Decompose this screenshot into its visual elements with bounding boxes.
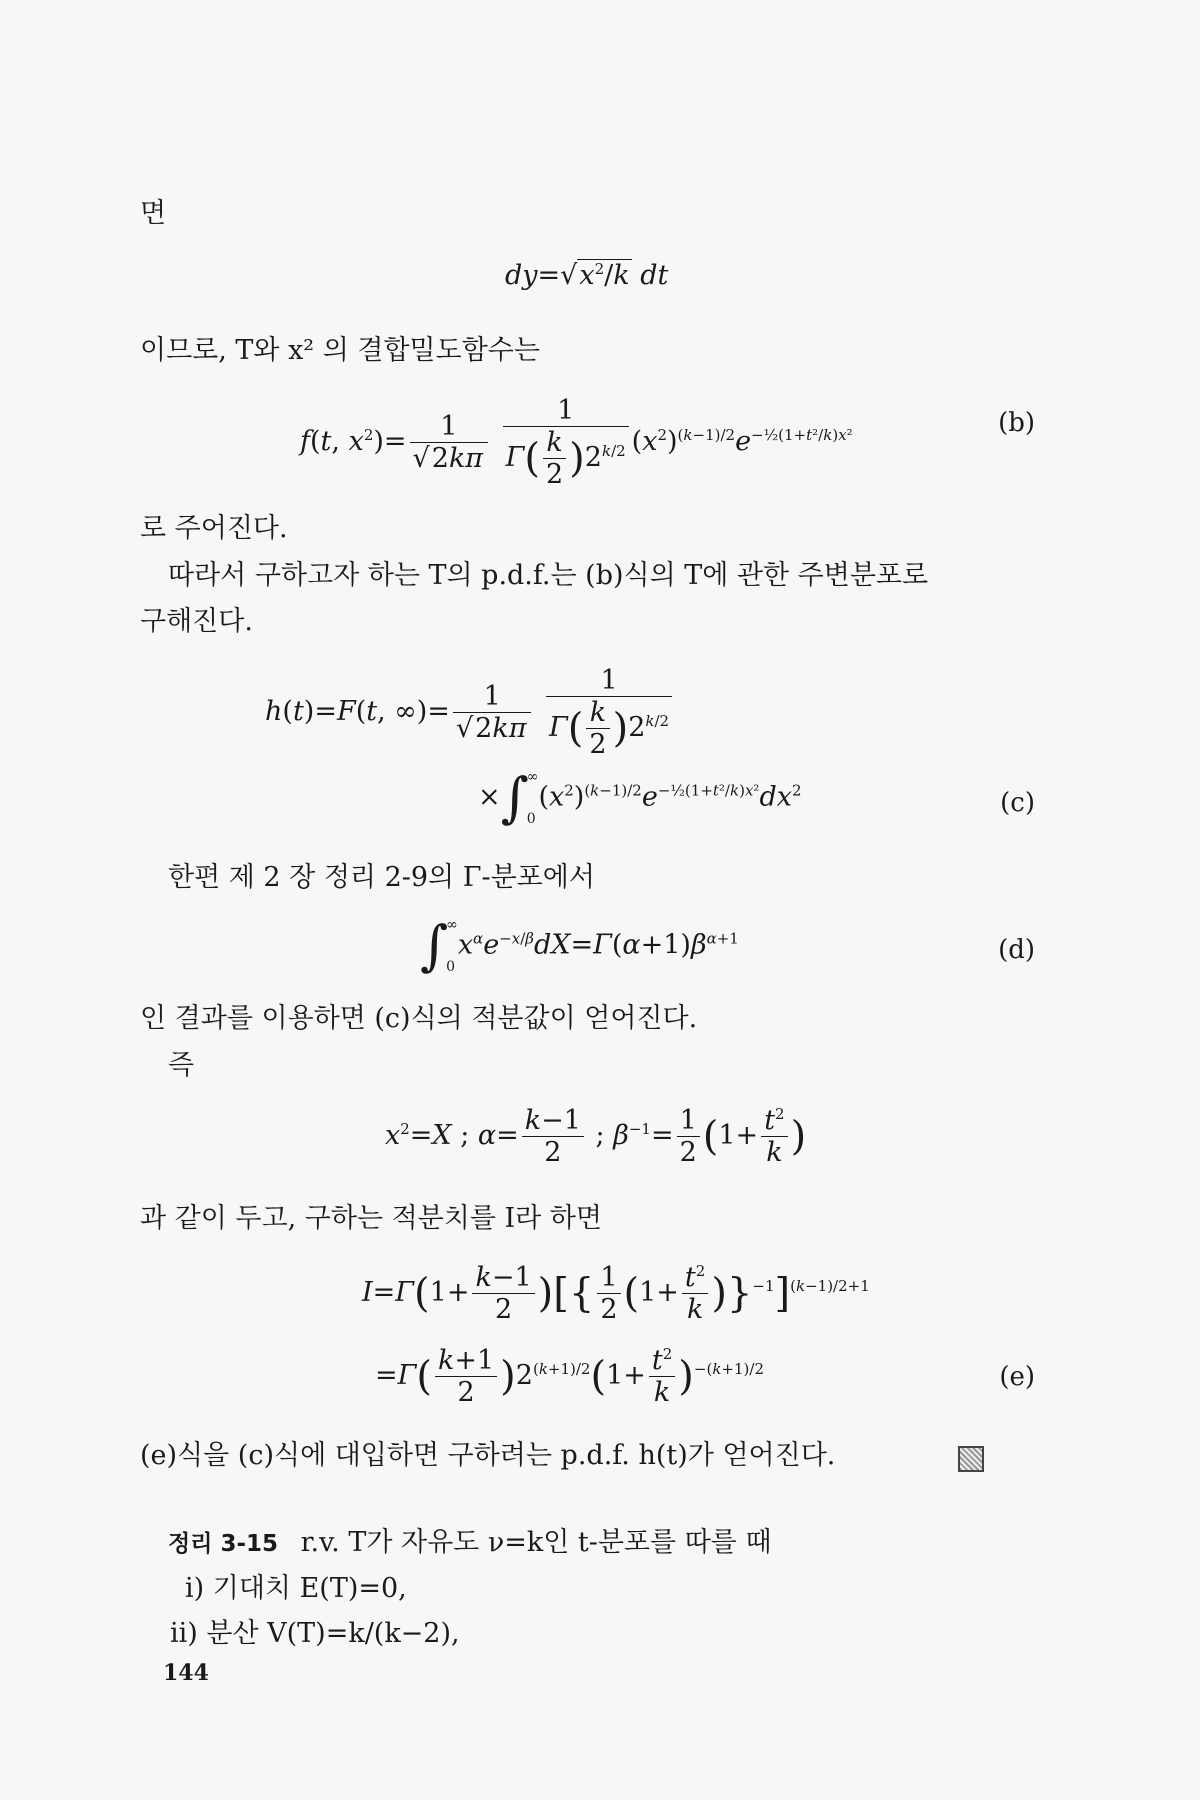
- equation-dy: $dy=√x^2/k$ dt: [505, 260, 669, 291]
- text-line: 구해진다.: [140, 606, 253, 637]
- equation-marginal: h(t)=F(t, ∞)= $\frac{1}{√2k\pi}$ 1 Γ( $\frac{k}{2}$ )$2^{k/2}$: [265, 665, 675, 760]
- equation-integral: ×∫ ∞ 0 $(x^2)^{(k-1)/2}e^{-\frac{1}{2}(1+t^2/k)x^2}dx^2$: [478, 766, 802, 829]
- text-line: 즉: [168, 1050, 195, 1081]
- equation-gamma: ∫ ∞ 0 $x^\alpha e^{-x/\beta}dX=\Gamma(\alpha+1)\beta^{\alpha+1}$: [420, 914, 739, 977]
- list-item: i) 기대치 E(T)=0,: [185, 1573, 407, 1604]
- equation-substitution: $x^2=X$ ; α= $\frac{k-1}{2}$ ; $\beta^{-1}=$ $\frac{1}{2}$ (1+ $\frac{t^2}{k}$ ): [385, 1105, 807, 1169]
- theorem-label: 정리 3-15: [168, 1531, 278, 1557]
- text-line: 면: [140, 198, 167, 229]
- list-item: ii) 분산 V(T)=k/(k−2),: [170, 1618, 460, 1649]
- text-line: 인 결과를 이용하면 (c)식의 적분값이 얻어진다.: [140, 1003, 698, 1034]
- theorem-text: r.v. T가 자유도 ν=k인 t-분포를 따를 때: [300, 1527, 772, 1558]
- equation-tag: (b): [998, 408, 1035, 438]
- text-line: 이므로, T와 x² 의 결합밀도함수는: [140, 335, 540, 366]
- text-line: 과 같이 두고, 구하는 적분치를 I라 하면: [140, 1203, 602, 1234]
- equation-tag: (e): [999, 1362, 1035, 1392]
- theorem-line: [168, 1527, 772, 1559]
- qed-square-icon: [958, 1446, 984, 1472]
- page-number: 144: [163, 1660, 209, 1686]
- text-line: 로 주어진다.: [140, 513, 288, 544]
- equation-I-line2: =Γ( $\frac{k+1}{2}$ )$2^{(k+1)/2}(1+$ $\frac{t^2}{k}$ )$^{-(k+1)/2}$: [375, 1345, 764, 1409]
- text-line: 따라서 구하고자 하는 T의 p.d.f.는 (b)식의 T에 관한 주변분포로: [168, 560, 929, 591]
- equation-tag: (c): [1000, 788, 1035, 818]
- equation-I-line1: I=Γ(1+ $\frac{k-1}{2}$ )[{ $\frac{1}{2}$ (1+ $\frac{t^2}{k}$ )}$^{-1}$]$^{(k-1)/2+1}$: [362, 1262, 870, 1326]
- text-line: 한편 제 2 장 정리 2-9의 Γ-분포에서: [168, 862, 595, 893]
- text-line: (e)식을 (c)식에 대입하면 구하려는 p.d.f. h(t)가 얻어진다.: [140, 1440, 836, 1471]
- equation-joint-density: f(t, $x^2)=$ $\frac{1}{√2k\pi}$ 1 Γ( $\frac{k}{2}$ )$2^{k/2}$ $(x^2)^{(k-1)/2}e^{-\frac{1}{2}(1+t^2/k)x^2}$: [300, 395, 853, 491]
- equation-tag: (d): [998, 935, 1035, 965]
